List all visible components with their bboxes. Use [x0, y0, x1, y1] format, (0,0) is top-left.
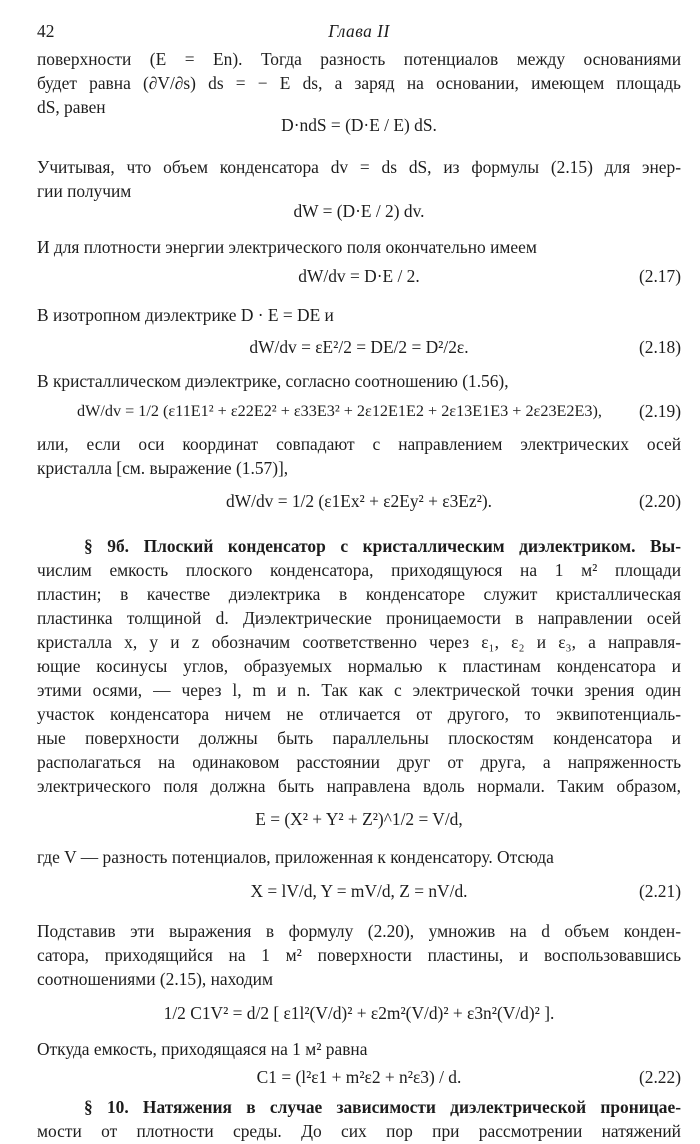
text-line: В изотропном диэлектрике D · E = DE и — [37, 305, 334, 325]
equation-body: E = (X² + Y² + Z²)^1/2 = V/d, — [255, 809, 463, 829]
equation-body: X = lV/d, Y = mV/d, Z = nV/d. — [250, 881, 468, 901]
text-line: пластинка толщиной d. Диэлектрические проницаемости в направлении осей — [37, 608, 681, 628]
text-line: этими осями, — через l, m и n. Так как с электрической точки зрения один — [37, 680, 681, 700]
text-line: поверхности (E = En). Тогда разность потенциалов между основаниями — [37, 49, 681, 69]
equation-2-19 — [37, 400, 681, 424]
equation — [37, 114, 681, 138]
text-line: где V — разность потенциалов, приложенная к конденсатору. Отсюда — [37, 847, 554, 867]
equation-body: dW/dv = 1/2 (ε1Ex² + ε2Ey² + ε3Ez²). — [226, 491, 492, 511]
page-number: 42 — [37, 21, 55, 41]
equation-body: 1/2 C1V² = d/2 [ ε1l²(V/d)² + ε2m²(V/d)² + ε3n²(V/d)² ]. — [163, 1003, 555, 1023]
equation-number: (2.17) — [638, 266, 681, 286]
text-line: кристалла [см. выражение (1.57)], — [37, 458, 289, 478]
text-line: ные поверхности должны быть параллельны плоскостям конденсатора и — [37, 728, 681, 748]
text-line: числим емкость плоского конденсатора, приходящуюся на 1 м² площади — [37, 560, 681, 580]
equation-number: (2.19) — [638, 401, 681, 421]
section-heading-10: § 10. Натяжения в случае зависимости диэлектрической проницае- — [84, 1097, 681, 1117]
text-line: dS, равен — [37, 97, 106, 117]
text-line: ющие косинусы углов, образуемых нормалью к пластинам конденсатора и — [37, 656, 681, 676]
equation-2-21 — [37, 880, 681, 904]
equation-number: (2.20) — [638, 491, 681, 511]
text-line: участок конденсатора ничем не отличается от другого, то эквипотенциаль- — [37, 704, 681, 724]
text-line: И для плотности энергии электрического поля окончательно имеем — [37, 237, 537, 257]
equation-number: (2.18) — [638, 337, 681, 357]
text-line: будет равна (∂V/∂s) ds = − E ds, а заряд на основании, имеющем площадь — [37, 73, 681, 93]
chapter-title: Глава II — [328, 21, 390, 41]
text-line: Учитывая, что объем конденсатора dv = ds dS, из формулы (2.15) для энер- — [37, 157, 681, 177]
equation — [37, 200, 681, 224]
equation-body: dW/dv = D·E / 2. — [298, 266, 420, 286]
text-line: кристалла x, y и z обозначим соответственно через ε₁, ε₂ и ε₃, а направля- — [37, 632, 681, 652]
text-line: Откуда емкость, приходящаяся на 1 м² равна — [37, 1039, 368, 1059]
text-line: сатора, приходящийся на 1 м² поверхности пластины, и воспользовавшись — [37, 945, 681, 965]
equation-body: dW = (D·E / 2) dv. — [293, 201, 425, 221]
equation-body: D·ndS = (D·E / E) dS. — [281, 115, 437, 135]
equation — [37, 808, 681, 832]
equation-body: C1 = (l²ε1 + m²ε2 + n²ε3) / d. — [256, 1067, 462, 1087]
text-line: мости от плотности среды. До сих пор при рассмотрении натяжений — [37, 1121, 681, 1141]
text-line: соотношениями (2.15), находим — [37, 969, 273, 989]
equation-2-20 — [37, 490, 681, 514]
equation-number: (2.22) — [638, 1067, 681, 1087]
text-line: гии получим — [37, 181, 132, 201]
equation-body: dW/dv = εE²/2 = DE/2 = D²/2ε. — [249, 337, 469, 357]
equation — [37, 1002, 681, 1026]
running-header — [37, 20, 681, 42]
text-line: электрического поля должна быть направлена вдоль нормали. Таким образом, — [37, 776, 681, 796]
equation-2-22 — [37, 1066, 681, 1090]
equation-2-17 — [37, 265, 681, 289]
text-line: Подставив эти выражения в формулу (2.20), умножив на d объем конден- — [37, 921, 681, 941]
section-heading-9b: § 9б. Плоский конденсатор с кристаллическим диэлектриком. Вы- — [84, 536, 681, 556]
text-line: В кристаллическом диэлектрике, согласно соотношению (1.56), — [37, 371, 509, 391]
text-line: пластин; в качестве диэлектрика в конденсаторе служит кристаллическая — [37, 584, 681, 604]
text-line: или, если оси координат совпадают с направлением электрических осей — [37, 434, 681, 454]
equation-2-18 — [37, 336, 681, 360]
text-line: располагаться на одинаковом расстоянии друг от друга, а напряженность — [37, 752, 681, 772]
equation-body: dW/dv = 1/2 (ε11E1² + ε22E2² + ε33E3² + 2ε12E1E2 + 2ε13E1E3 + 2ε23E2E3), — [77, 402, 602, 420]
equation-number: (2.21) — [638, 881, 681, 901]
